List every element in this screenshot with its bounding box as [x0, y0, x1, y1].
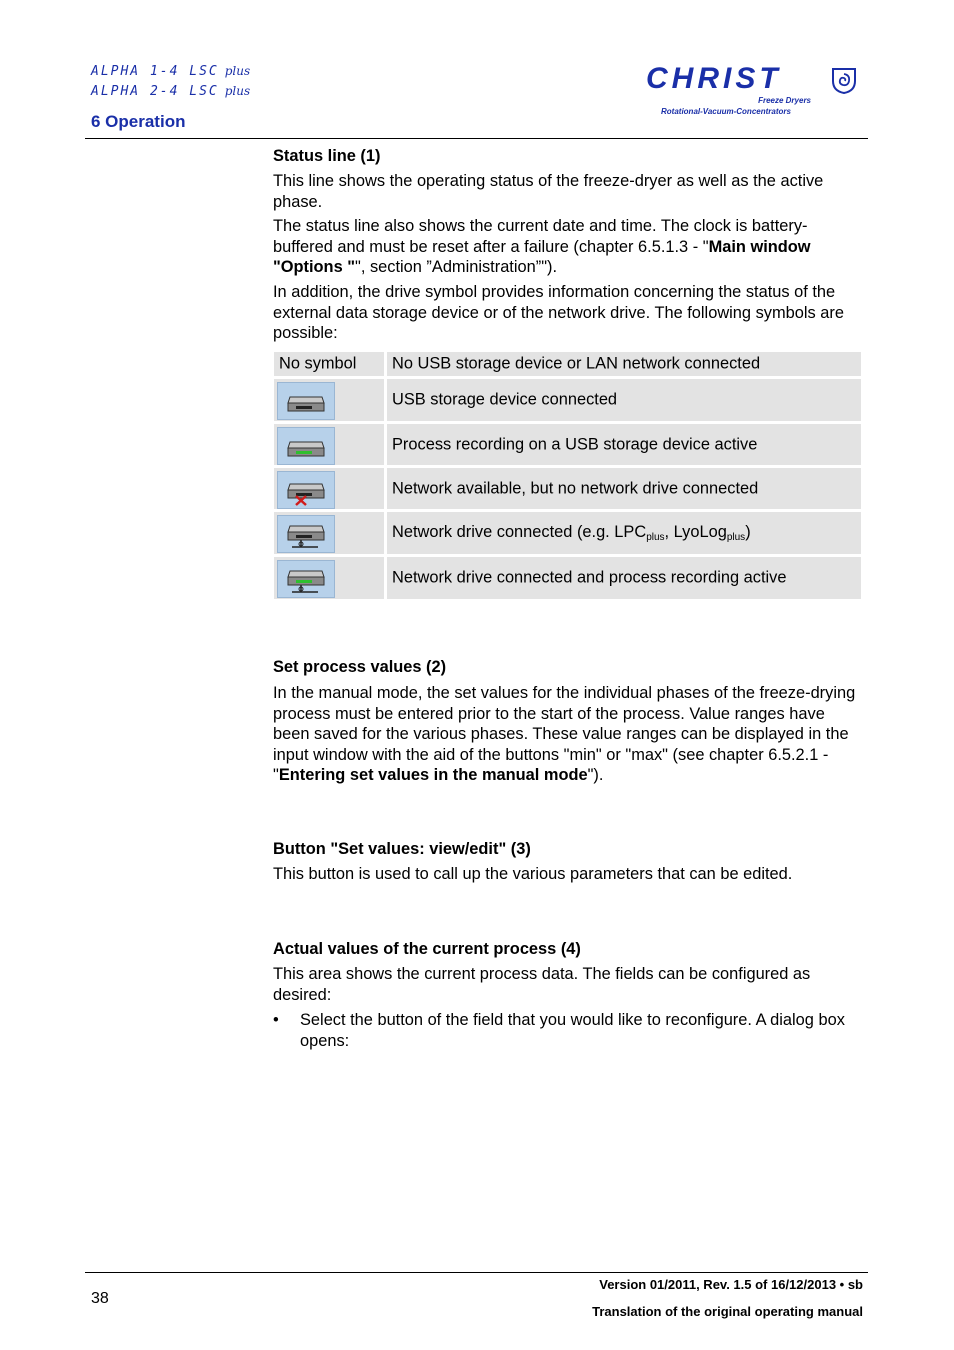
- model-suffix: plus: [224, 64, 251, 78]
- description-text: Process recording on a USB storage device active: [392, 435, 758, 453]
- symbol-cell: [274, 424, 384, 465]
- subscript: plus: [646, 532, 665, 543]
- usb-drive-recording-icon: [277, 427, 335, 465]
- paragraph: [273, 216, 863, 278]
- network-drive-recording-icon: [277, 560, 335, 598]
- table-row: [273, 424, 862, 465]
- paragraph: This button is used to call up the various parameters that can be edited.: [273, 865, 793, 883]
- section-heading-status-line: Status line (1): [273, 147, 381, 165]
- section-heading-set-values-button: Button "Set values: view/edit" (3): [273, 840, 531, 858]
- table-row: [273, 557, 862, 599]
- text-run: In the manual mode, the set values for the individual phases of the freeze-drying process must be entered prior to the start of the process. Value ranges have been saved for the various phases. These value ranges can be displayed in the input window with the aid of the buttons "min" or "max" (see chapter 6.5.2.1 - ": [273, 684, 856, 784]
- symbol-cell: [274, 379, 384, 421]
- text-run: ): [745, 523, 751, 541]
- list-item: [273, 1010, 863, 1052]
- paragraph: This line shows the operating status of the freeze-dryer as well as the active phase.: [273, 172, 824, 211]
- chapter-reference: Main window "Options ": [273, 237, 811, 276]
- text-run: ", section ”Administration”").: [355, 258, 558, 276]
- footer-divider: [85, 1272, 868, 1273]
- model-suffix: plus: [224, 84, 251, 98]
- description-cell: [387, 512, 861, 554]
- symbol-cell: [274, 512, 384, 554]
- description-cell: [387, 468, 861, 509]
- section-heading-actual-values: Actual values of the current process (4): [273, 940, 581, 958]
- symbol-text: No symbol: [279, 354, 357, 373]
- model-name-line2: [91, 84, 250, 99]
- chapter-title: 6 Operation: [91, 112, 186, 131]
- network-drive-connected-icon: [277, 515, 335, 553]
- logo-wordmark: CHRIST: [646, 62, 782, 95]
- paragraph: [273, 683, 863, 786]
- translation-note: Translation of the original operating manual: [592, 1304, 863, 1319]
- header-divider: [85, 138, 868, 139]
- symbol-cell: [274, 468, 384, 509]
- paragraph: This area shows the current process data. The fields can be configured as desired:: [273, 965, 811, 1004]
- symbol-cell: [274, 352, 384, 376]
- paragraph: In addition, the drive symbol provides information concerning the status of the external data storage device or of the network drive. The following symbols are possible:: [273, 283, 844, 342]
- model-name-text: ALPHA 1-4 LSC: [91, 64, 219, 79]
- page-number: 38: [91, 1290, 109, 1307]
- usb-drive-icon: [277, 382, 335, 420]
- model-name-line1: [91, 64, 250, 79]
- description-text: Network available, but no network drive connected: [392, 479, 759, 497]
- network-drive-disconnected-icon: [277, 471, 335, 509]
- table-row: [273, 468, 862, 509]
- text-run: Network drive connected (e.g. LPC: [392, 523, 647, 541]
- logo-subtitle-1: Freeze Dryers: [758, 96, 811, 105]
- bullet-marker: •: [273, 1011, 279, 1029]
- description-cell: [387, 424, 861, 465]
- model-name-text: ALPHA 2-4 LSC: [91, 84, 219, 99]
- symbol-cell: [274, 557, 384, 599]
- description-text: [392, 523, 751, 543]
- description-text: USB storage device connected: [392, 390, 618, 409]
- description-cell: [387, 379, 861, 421]
- version-info: Version 01/2011, Rev. 1.5 of 16/12/2013 • sb: [599, 1277, 863, 1292]
- table-row: [273, 379, 862, 421]
- table-row: [273, 512, 862, 554]
- christ-logo: [640, 62, 866, 120]
- text-run: ").: [587, 766, 604, 784]
- list-item-text: Select the button of the field that you would like to reconfigure. A dialog box opens:: [300, 1011, 845, 1050]
- subscript: plus: [726, 532, 746, 543]
- description-cell: [387, 557, 861, 599]
- chapter-reference: Entering set values in the manual mode: [278, 766, 588, 784]
- text-run: , LyoLog: [664, 523, 727, 541]
- table-row: [273, 352, 862, 376]
- description-text: Network drive connected and process recording active: [392, 568, 787, 587]
- logo-seal-icon: [830, 66, 858, 94]
- section-heading-set-process-values: Set process values (2): [273, 658, 447, 676]
- description-cell: [387, 352, 861, 376]
- description-text: No USB storage device or LAN network connected: [392, 354, 761, 373]
- logo-subtitle-2: Rotational-Vacuum-Concentrators: [661, 107, 791, 116]
- text-run: The status line also shows the current date and time. The clock is battery-buffered and must be reset after a failure (chapter 6.5.1.3 - ": [273, 217, 808, 256]
